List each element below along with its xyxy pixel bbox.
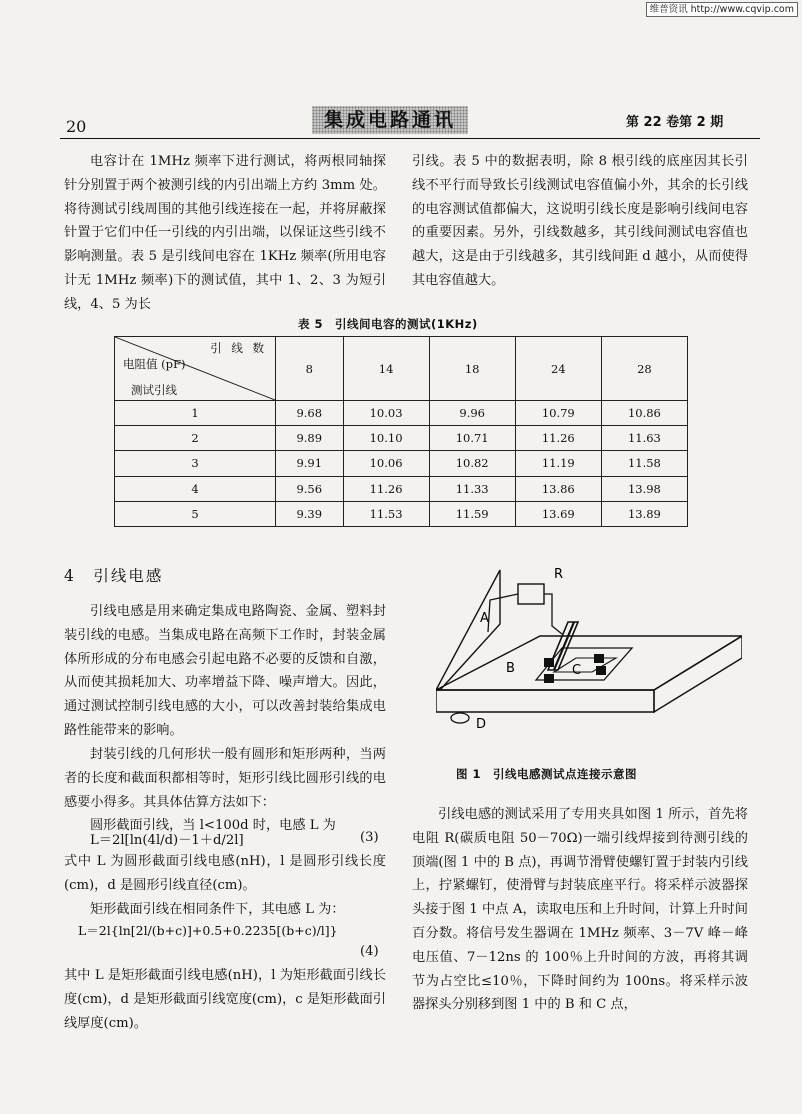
table-row [115, 401, 688, 426]
table-cell: 13.86 [515, 476, 601, 501]
table-cell: 10.71 [429, 426, 515, 451]
section-heading: 4 引线电感 [64, 567, 164, 585]
table-cell: 10.82 [429, 451, 515, 476]
table-cell: 11.26 [343, 476, 429, 501]
corner-value-label: 电阻值 (pF) [123, 357, 186, 371]
section-paragraph-4: 式中 L 为圆形截面引线电感(nH)，l 是圆形引线长度(cm)，d 是圆形引线直径(cm)。 [64, 854, 386, 893]
table-cell: 13.98 [601, 476, 687, 501]
row-label: 3 [115, 451, 276, 476]
corner-test-lead-label: 测试引线 [131, 383, 177, 397]
row-label: 5 [115, 501, 276, 526]
table-row [115, 476, 688, 501]
equation-number-4: (4) [360, 944, 379, 959]
label-b: B [506, 661, 515, 676]
watermark: 维普资讯 http://www.cqvip.com [646, 2, 798, 17]
pad-3 [594, 654, 604, 663]
resistor-lead-a [488, 594, 518, 632]
right-column-paragraph-2: 引线电感的测试采用了专用夹具如图 1 所示，首先将电阻 R(碳质电阻 50－70Ω)一端引线焊接到待测引线的顶端(图 1 中的 B 点)，再调节滑臂使螺钉置于封装内引线上，拧紧螺钉，使滑臂与封装底座平行。将采样示波器探头接于图 1 中点 A，读取电压和上升时间，计算上升时间百分数。将信号发生器调在 1MHz 频率、3－7V 峰－峰电压值、7－12ns 的 100％上升时间的方波，再将其调节为占空比≤10％，下降时间约为 100ns。将采样示波器探头分别移到图 1 中的 B 和 C 点， [412, 807, 748, 1013]
section-paragraph-2: 封装引线的几何形状一般有圆形和矩形两种，当两者的长度和截面积都相等时，矩形引线比圆形引线的电感要小得多。其具体估算方法如下： [64, 747, 386, 810]
fixture-diagram [436, 562, 742, 750]
label-r: R [554, 567, 564, 582]
table-cell: 9.68 [276, 401, 344, 426]
capacitance-table [114, 336, 688, 527]
column-header: 24 [515, 337, 601, 401]
table-cell: 11.53 [343, 501, 429, 526]
table-cell: 11.19 [515, 451, 601, 476]
table-row [115, 501, 688, 526]
right-column-paragraph: 引线。表 5 中的数据表明，除 8 根引线的底座因其长引线不平行而导致长引线测试电容值偏小外，其余的长引线的电容测试值都偏大，这说明引线长度是影响引线间电容的重要因素。另外，引线数越多，其引线间测试电容值也越大，这是由于引线越多，其引线间距 d 越小，从而使得其电容值越大。 [412, 154, 748, 288]
table-cell: 10.06 [343, 451, 429, 476]
formula-3: L＝2l[ln(4l/d)－1＋d/2l] [90, 833, 244, 848]
corner-lead-count-label: 引 线 数 [210, 341, 267, 355]
table-caption: 表 5 引线间电容的测试(1KHz) [298, 317, 478, 331]
formula-4: L＝2l{ln[2l/(b+c)]+0.5+0.2235[(b+c)/l]} [78, 923, 338, 938]
table-cell: 11.58 [601, 451, 687, 476]
volume-issue: 第 22 卷第 2 期 [626, 115, 724, 130]
label-d: D [476, 717, 487, 732]
figure-1 [436, 562, 742, 750]
table-cell: 11.63 [601, 426, 687, 451]
section-paragraph-6: 其中 L 是矩形截面引线电感(nH)，l 为矩形截面引线长度(cm)，d 是矩形截面引线宽度(cm)，c 是矩形截面引线厚度(cm)。 [64, 968, 386, 1031]
row-label: 2 [115, 426, 276, 451]
table-cell: 13.69 [515, 501, 601, 526]
pad-4 [596, 666, 606, 675]
label-c: C [572, 663, 582, 678]
table-cell: 11.26 [515, 426, 601, 451]
hole-d [451, 713, 469, 723]
table-cell: 9.91 [276, 451, 344, 476]
table-cell: 10.79 [515, 401, 601, 426]
header-rule [60, 138, 760, 139]
table-row [115, 451, 688, 476]
section-paragraph-3: 圆形截面引线，当 l<100d 时，电感 L 为 [90, 818, 336, 833]
pad-1 [544, 658, 554, 667]
resistor-lead-b [544, 594, 562, 634]
row-label: 4 [115, 476, 276, 501]
table-cell: 9.39 [276, 501, 344, 526]
table-cell: 10.03 [343, 401, 429, 426]
resistor-r [518, 584, 544, 604]
table-cell: 11.59 [429, 501, 515, 526]
figure-caption: 图 1 引线电感测试点连接示意图 [456, 767, 638, 781]
table-cell: 9.89 [276, 426, 344, 451]
pad-2 [544, 674, 554, 683]
table-cell: 10.10 [343, 426, 429, 451]
table-cell: 9.96 [429, 401, 515, 426]
page-number: 20 [66, 117, 87, 136]
section-paragraph-5: 矩形截面引线在相同条件下，其电感 L 为： [90, 902, 345, 917]
row-label: 1 [115, 401, 276, 426]
column-header: 18 [429, 337, 515, 401]
table-cell: 11.33 [429, 476, 515, 501]
section-paragraph-1: 引线电感是用来确定集成电路陶瓷、金属、塑料封装引线的电感。当集成电路在高频下工作时，封装金属体所形成的分布电感会引起电路不必要的反馈和自激，从而使其损耗加大、功率增益下降、噪声增大。因此，通过测试控制引线电感的大小，可以改善封装给集成电路性能带来的影响。 [64, 604, 386, 738]
column-header: 28 [601, 337, 687, 401]
table-header-row [115, 337, 688, 401]
column-header: 14 [343, 337, 429, 401]
lead-frame [554, 658, 616, 672]
table-corner-cell [115, 337, 276, 401]
label-a: A [480, 611, 489, 626]
table-cell: 10.86 [601, 401, 687, 426]
vertical-plate [436, 570, 500, 690]
column-header: 8 [276, 337, 344, 401]
equation-number-3: (3) [360, 830, 379, 845]
table-cell: 13.89 [601, 501, 687, 526]
journal-title: 集成电路通讯 [312, 106, 468, 134]
table-cell: 9.56 [276, 476, 344, 501]
table-row [115, 426, 688, 451]
left-column-paragraph: 电容计在 1MHz 频率下进行测试，将两根同轴探针分别置于两个被测引线的内引出端上方约 3mm 处。将待测试引线周围的其他引线连接在一起，并将屏蔽探针置于它们中任一引线的内引出端，以保证这些引线不影响测量。表 5 是引线间电容在 1KHz 频率(所用电容计无 1MHz 频率)下的测试值，其中 1、2、3 为短引线，4、5 为长 [64, 154, 386, 312]
